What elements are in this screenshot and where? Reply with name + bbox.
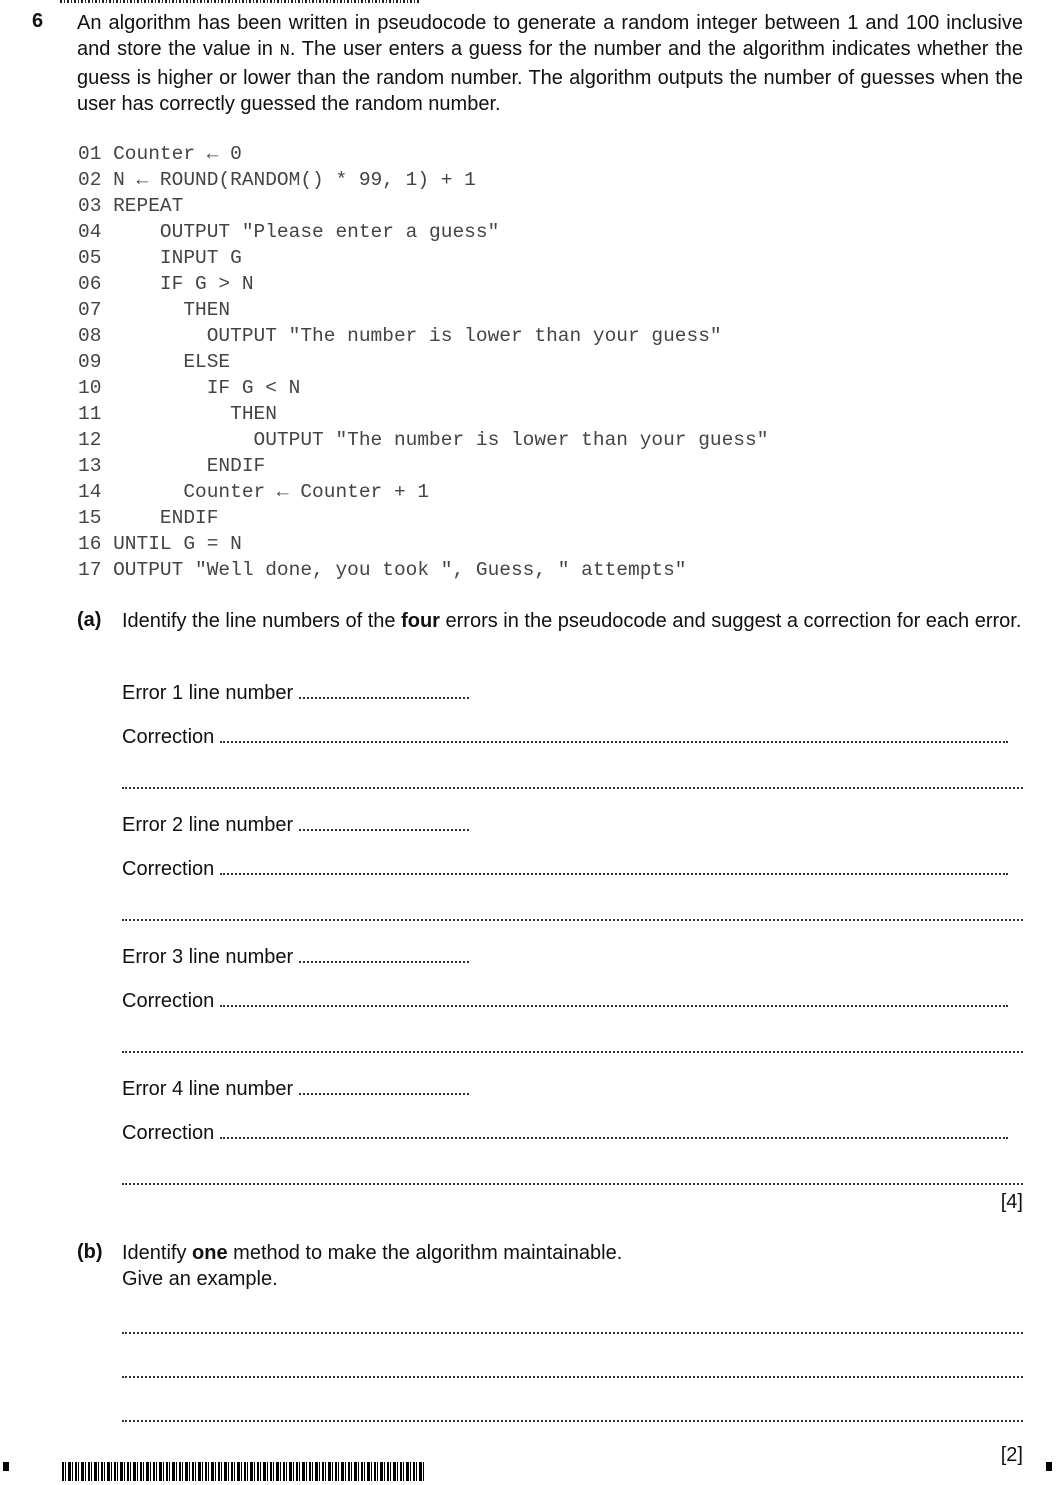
part-b-line-2: Give an example.	[122, 1268, 278, 1290]
error-4-line-number-row	[122, 1075, 469, 1102]
code-line: 05 INPUT G	[78, 247, 242, 269]
corner-mark-right	[1046, 1462, 1052, 1471]
stem-text-1: An algorithm has been written in pseudocode to generate a random integer between 1 and 100 inclusive and store the value in	[77, 12, 1023, 60]
part-b-answer-line[interactable]	[122, 1376, 1023, 1378]
corner-mark-left	[3, 1462, 9, 1471]
code-line: 01 Counter ← 0	[78, 143, 242, 165]
footer-barcode	[62, 1462, 424, 1481]
code-line: 10 IF G < N	[78, 377, 301, 399]
code-line: 13 ENDIF	[78, 455, 266, 477]
error-4-label: Error 4 line number	[122, 1078, 294, 1100]
error-2-answer-line[interactable]	[122, 919, 1023, 921]
error-1-correction-label: Correction	[122, 726, 215, 748]
code-line: 06 IF G > N	[78, 273, 254, 295]
part-b-answer-line[interactable]	[122, 1420, 1023, 1422]
code-line: 08 OUTPUT "The number is lower than your guess"	[78, 325, 722, 347]
question-number: 6	[32, 10, 44, 32]
error-3-line-number-field[interactable]	[299, 943, 469, 963]
error-1-correction-field[interactable]	[220, 723, 1008, 743]
stem-text-2: . The user enters a guess for the number and the algorithm indicates whether the guess is higher or lower than the random number. The algorithm outputs the number of guesses when the user has correctly guessed the random number.	[77, 38, 1024, 115]
part-a-text-1: Identify the line numbers of the	[122, 610, 402, 632]
part-b-marks: [2]	[1000, 1444, 1023, 1466]
part-b-line-1	[122, 1240, 1023, 1266]
error-1-answer-line[interactable]	[122, 787, 1023, 789]
code-line: 15 ENDIF	[78, 507, 219, 529]
code-line: 17 OUTPUT "Well done, you took ", Guess, " attempts"	[78, 559, 687, 581]
part-b-text-1: Identify	[122, 1242, 193, 1264]
error-2-correction-field[interactable]	[220, 855, 1008, 875]
error-4-line-number-field[interactable]	[299, 1075, 469, 1095]
error-2-label: Error 2 line number	[122, 814, 294, 836]
error-4-answer-line[interactable]	[122, 1183, 1023, 1185]
error-1-label: Error 1 line number	[122, 682, 294, 704]
error-2-correction-label: Correction	[122, 858, 215, 880]
part-a-marks: [4]	[1000, 1191, 1023, 1213]
error-2-line-number-field[interactable]	[299, 811, 469, 831]
error-1-line-number-row	[122, 679, 469, 706]
part-b-bold: one	[192, 1242, 228, 1264]
error-2-line-number-row	[122, 811, 469, 838]
code-line: 09 ELSE	[78, 351, 231, 373]
pseudocode-block	[78, 141, 768, 583]
error-4-correction-label: Correction	[122, 1122, 215, 1144]
error-3-correction-label: Correction	[122, 990, 215, 1012]
error-2-correction-row	[122, 855, 1023, 882]
error-3-answer-line[interactable]	[122, 1051, 1023, 1053]
code-line: 16 UNTIL G = N	[78, 533, 242, 555]
error-1-correction-row	[122, 723, 1023, 750]
code-line: 11 THEN	[78, 403, 277, 425]
code-line: 14 Counter ← Counter + 1	[78, 481, 430, 503]
part-b-text-2: method to make the algorithm maintainable.	[227, 1242, 623, 1264]
code-line: 07 THEN	[78, 299, 231, 321]
error-1-line-number-field[interactable]	[299, 679, 469, 699]
part-a-label: (a)	[77, 609, 102, 631]
stem-variable: N	[279, 42, 290, 61]
error-4-correction-row	[122, 1119, 1023, 1146]
code-line: 03 REPEAT	[78, 195, 184, 217]
error-3-label: Error 3 line number	[122, 946, 294, 968]
error-3-correction-field[interactable]	[220, 987, 1008, 1007]
error-3-correction-row	[122, 987, 1023, 1014]
part-b-label: (b)	[77, 1241, 103, 1263]
part-b-answer-line[interactable]	[122, 1332, 1023, 1334]
code-line: 12 OUTPUT "The number is lower than your guess"	[78, 429, 769, 451]
part-a-text-2: errors in the pseudocode and suggest a correction for each error.	[439, 610, 1022, 632]
part-a-bold: four	[401, 610, 440, 632]
error-4-correction-field[interactable]	[220, 1119, 1008, 1139]
code-line: 04 OUTPUT "Please enter a guess"	[78, 221, 500, 243]
error-3-line-number-row	[122, 943, 469, 970]
code-line: 02 N ← ROUND(RANDOM() * 99, 1) + 1	[78, 169, 476, 191]
part-a-prompt	[122, 608, 1023, 634]
part-b-prompt	[122, 1240, 1023, 1292]
question-stem	[77, 10, 1023, 117]
header-barcode-strip	[60, 0, 420, 3]
